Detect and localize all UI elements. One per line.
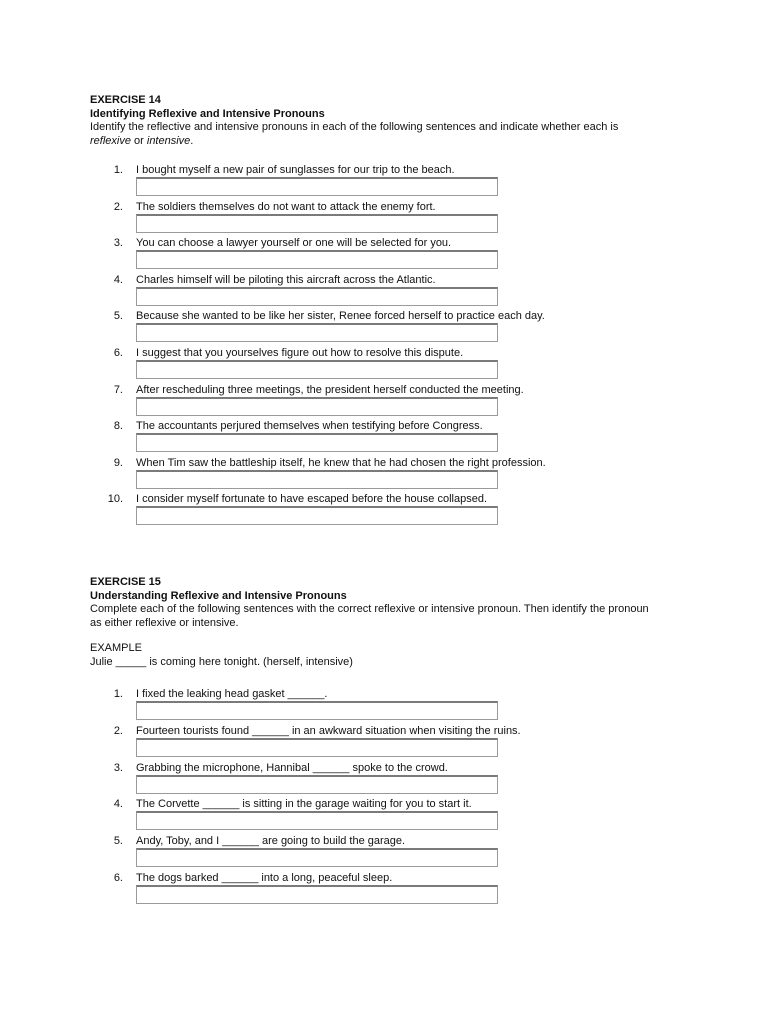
question-text: Grabbing the microphone, Hannibal ______ spoke to the crowd. <box>136 761 448 774</box>
example-block <box>90 642 353 669</box>
question-number: 8. <box>113 420 123 433</box>
question-text: You can choose a lawyer yourself or one will be selected for you. <box>136 237 452 250</box>
answer-field[interactable] <box>136 250 498 269</box>
exercise-15-question-list <box>90 688 690 909</box>
question-item <box>90 762 690 799</box>
question-text: The dogs barked ______ into a long, peaceful sleep. <box>136 871 393 884</box>
question-item <box>90 384 690 421</box>
question-number: 6. <box>113 871 123 884</box>
question-number: 6. <box>113 346 123 359</box>
exercise-15-instructions: Complete each of the following sentences with the correct reflexive or intensive pronoun. Then identify the pronoun as either reflexive or intensive. <box>90 603 649 629</box>
question-item <box>90 274 690 311</box>
question-text: The accountants perjured themselves when testifying before Congress. <box>136 420 483 433</box>
answer-field[interactable] <box>136 701 498 720</box>
question-number: 9. <box>113 456 123 469</box>
question-number: 5. <box>113 310 123 323</box>
instructions-or: or <box>130 134 147 147</box>
question-item <box>90 201 690 238</box>
answer-field[interactable] <box>136 848 498 867</box>
question-number: 10. <box>107 493 123 506</box>
question-number: 1. <box>113 164 123 176</box>
exercise-14-question-list <box>90 164 690 530</box>
question-text: Because she wanted to be like her sister, Renee forced herself to practice each day. <box>136 310 545 323</box>
answer-field[interactable] <box>136 811 498 830</box>
question-item <box>90 688 690 725</box>
question-text: Fourteen tourists found ______ in an awkward situation when visiting the ruins. <box>136 724 521 737</box>
example-text: Julie _____ is coming here tonight. (herself, intensive) <box>90 655 353 668</box>
exercise-14-instructions <box>90 121 660 148</box>
question-item <box>90 347 690 384</box>
question-item <box>90 164 690 201</box>
question-item <box>90 237 690 274</box>
question-number: 1. <box>113 688 123 700</box>
question-text: The soldiers themselves do not want to attack the enemy fort. <box>136 200 436 213</box>
question-item <box>90 420 690 457</box>
question-item <box>90 725 690 762</box>
question-number: 3. <box>113 237 123 250</box>
exercise-15 <box>90 576 690 884</box>
answer-field[interactable] <box>136 738 498 757</box>
exercise-15-title: EXERCISE 15 <box>90 576 161 588</box>
question-text: Charles himself will be piloting this aircraft across the Atlantic. <box>136 273 436 286</box>
exercise-14 <box>90 94 690 506</box>
question-item <box>90 872 690 909</box>
answer-field[interactable] <box>136 775 498 794</box>
question-number: 5. <box>113 835 123 848</box>
question-item <box>90 310 690 347</box>
question-text: When Tim saw the battleship itself, he knew that he had chosen the right profession. <box>136 456 546 469</box>
answer-field[interactable] <box>136 360 498 379</box>
question-item <box>90 493 690 530</box>
example-label: EXAMPLE <box>90 642 142 654</box>
question-text: Andy, Toby, and I ______ are going to build the garage. <box>136 835 406 848</box>
question-number: 2. <box>113 724 123 737</box>
instructions-reflexive: reflexive <box>90 134 131 147</box>
instructions-intensive: intensive <box>146 134 191 147</box>
answer-field[interactable] <box>136 287 498 306</box>
exercise-15-subtitle: Understanding Reflexive and Intensive Pronouns <box>90 589 347 602</box>
question-number: 7. <box>113 383 123 396</box>
answer-field[interactable] <box>136 177 498 196</box>
question-text: I bought myself a new pair of sunglasses for our trip to the beach. <box>136 164 455 176</box>
exercise-14-title: EXERCISE 14 <box>90 94 161 106</box>
answer-field[interactable] <box>136 433 498 452</box>
question-item <box>90 798 690 835</box>
exercise-14-subtitle: Identifying Reflexive and Intensive Pronouns <box>90 107 325 120</box>
question-number: 2. <box>113 200 123 213</box>
question-text: The Corvette ______ is sitting in the garage waiting for you to start it. <box>136 798 472 811</box>
answer-field[interactable] <box>136 397 498 416</box>
instructions-text: Identify the reflective and intensive pronouns in each of the following sentences and indicate whether each is <box>90 121 619 133</box>
answer-field[interactable] <box>136 885 498 904</box>
answer-field[interactable] <box>136 506 498 525</box>
answer-field[interactable] <box>136 214 498 233</box>
question-item <box>90 457 690 494</box>
question-number: 4. <box>113 798 123 811</box>
question-number: 3. <box>113 761 123 774</box>
question-item <box>90 835 690 872</box>
question-number: 4. <box>113 273 123 286</box>
question-text: I suggest that you yourselves figure out how to resolve this dispute. <box>136 346 464 359</box>
instructions-end: . <box>190 134 194 147</box>
answer-field[interactable] <box>136 323 498 342</box>
answer-field[interactable] <box>136 470 498 489</box>
question-text: After rescheduling three meetings, the president herself conducted the meeting. <box>136 383 524 396</box>
question-text: I fixed the leaking head gasket ______. <box>136 688 328 700</box>
question-text: I consider myself fortunate to have escaped before the house collapsed. <box>136 493 487 506</box>
